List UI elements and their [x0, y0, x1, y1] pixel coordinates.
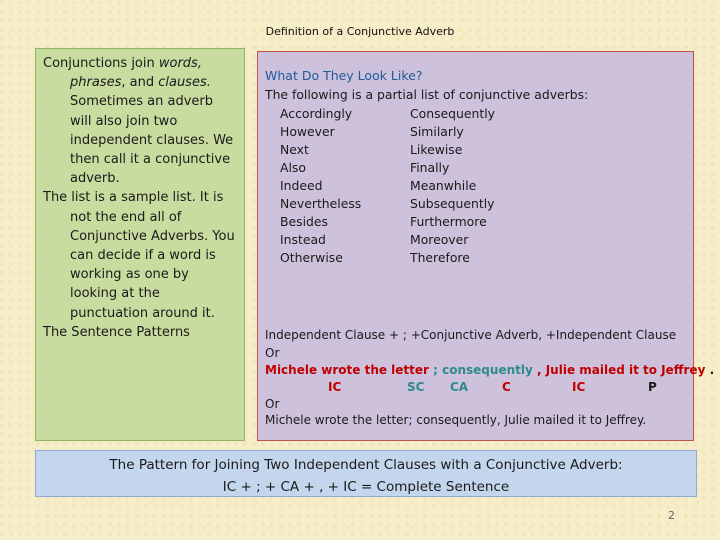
pattern-formula: IC + ; + CA + , + IC = Complete Sentence	[222, 479, 510, 495]
list-item: Indeed	[280, 178, 323, 193]
adverb-column-2	[410, 105, 495, 267]
adverb-column-1	[280, 105, 361, 267]
list-item: Therefore	[410, 250, 470, 265]
slide-title: Definition of a Conjunctive Adverb	[265, 25, 455, 38]
list-item: Also	[280, 160, 306, 175]
example-semicolon: ;	[428, 363, 443, 377]
list-item: However	[280, 124, 335, 139]
example-period: .	[705, 363, 715, 377]
or-label-2: Or	[265, 397, 280, 411]
list-item: Next	[280, 142, 309, 157]
definition-clauses: clauses.	[158, 75, 211, 91]
list-intro: The following is a partial list of conjunctive adverbs:	[265, 87, 589, 102]
example-clause-2: , Julie mailed it to Jeffrey	[532, 363, 706, 377]
pattern-summary-box	[35, 450, 697, 497]
sample-list-note: The list is a sample list. It is not the end all of Conjunctive Adverbs. You can decide if a word is working as one by looking at the punctuation around it.	[43, 190, 235, 321]
list-item: Similarly	[410, 124, 464, 139]
example-clause-1: Michele wrote the letter	[265, 363, 429, 377]
or-label: Or	[265, 346, 280, 360]
list-heading: What Do They Look Like?	[265, 68, 423, 83]
list-item: Finally	[410, 160, 450, 175]
list-item: Otherwise	[280, 250, 343, 265]
definition-box	[35, 48, 245, 441]
list-item: Furthermore	[410, 214, 487, 229]
pattern-summary-title: The Pattern for Joining Two Independent Clauses with a Conjunctive Adverb:	[109, 457, 623, 473]
list-item: Nevertheless	[280, 196, 362, 211]
definition-paragraph	[43, 54, 238, 188]
page-number: 2	[668, 509, 675, 522]
example-sentence	[265, 363, 714, 377]
example-adverb: consequently	[442, 363, 533, 377]
adverb-list-box	[257, 51, 715, 441]
list-item: Meanwhile	[410, 178, 477, 193]
definition-text-a: Conjunctions join	[43, 56, 159, 71]
sentence-patterns-label: The Sentence Patterns	[43, 324, 190, 340]
label-ic-1: IC	[328, 380, 342, 394]
label-p: P	[648, 380, 657, 394]
label-ic-2: IC	[572, 380, 586, 394]
list-item: Subsequently	[410, 196, 495, 211]
list-item: Consequently	[410, 106, 495, 121]
list-item: Likewise	[410, 142, 463, 157]
list-item: Instead	[280, 232, 326, 247]
definition-text-c: Sometimes an adverb will also join two independent clauses. We then call it a conjunctive adverb.	[70, 94, 234, 187]
label-sc: SC	[407, 380, 425, 394]
list-item: Besides	[280, 214, 328, 229]
label-ca: CA	[450, 380, 469, 394]
list-item: Moreover	[410, 232, 469, 247]
example-sentence-plain: Michele wrote the letter; consequently, Julie mailed it to Jeffrey.	[265, 413, 647, 427]
label-c: C	[502, 380, 511, 394]
list-item: Accordingly	[280, 106, 353, 121]
definition-words: words, phrases	[70, 56, 202, 91]
pattern-line: Independent Clause + ; +Conjunctive Adverb, +Independent Clause	[265, 328, 677, 342]
definition-text-b: , and	[121, 75, 159, 91]
